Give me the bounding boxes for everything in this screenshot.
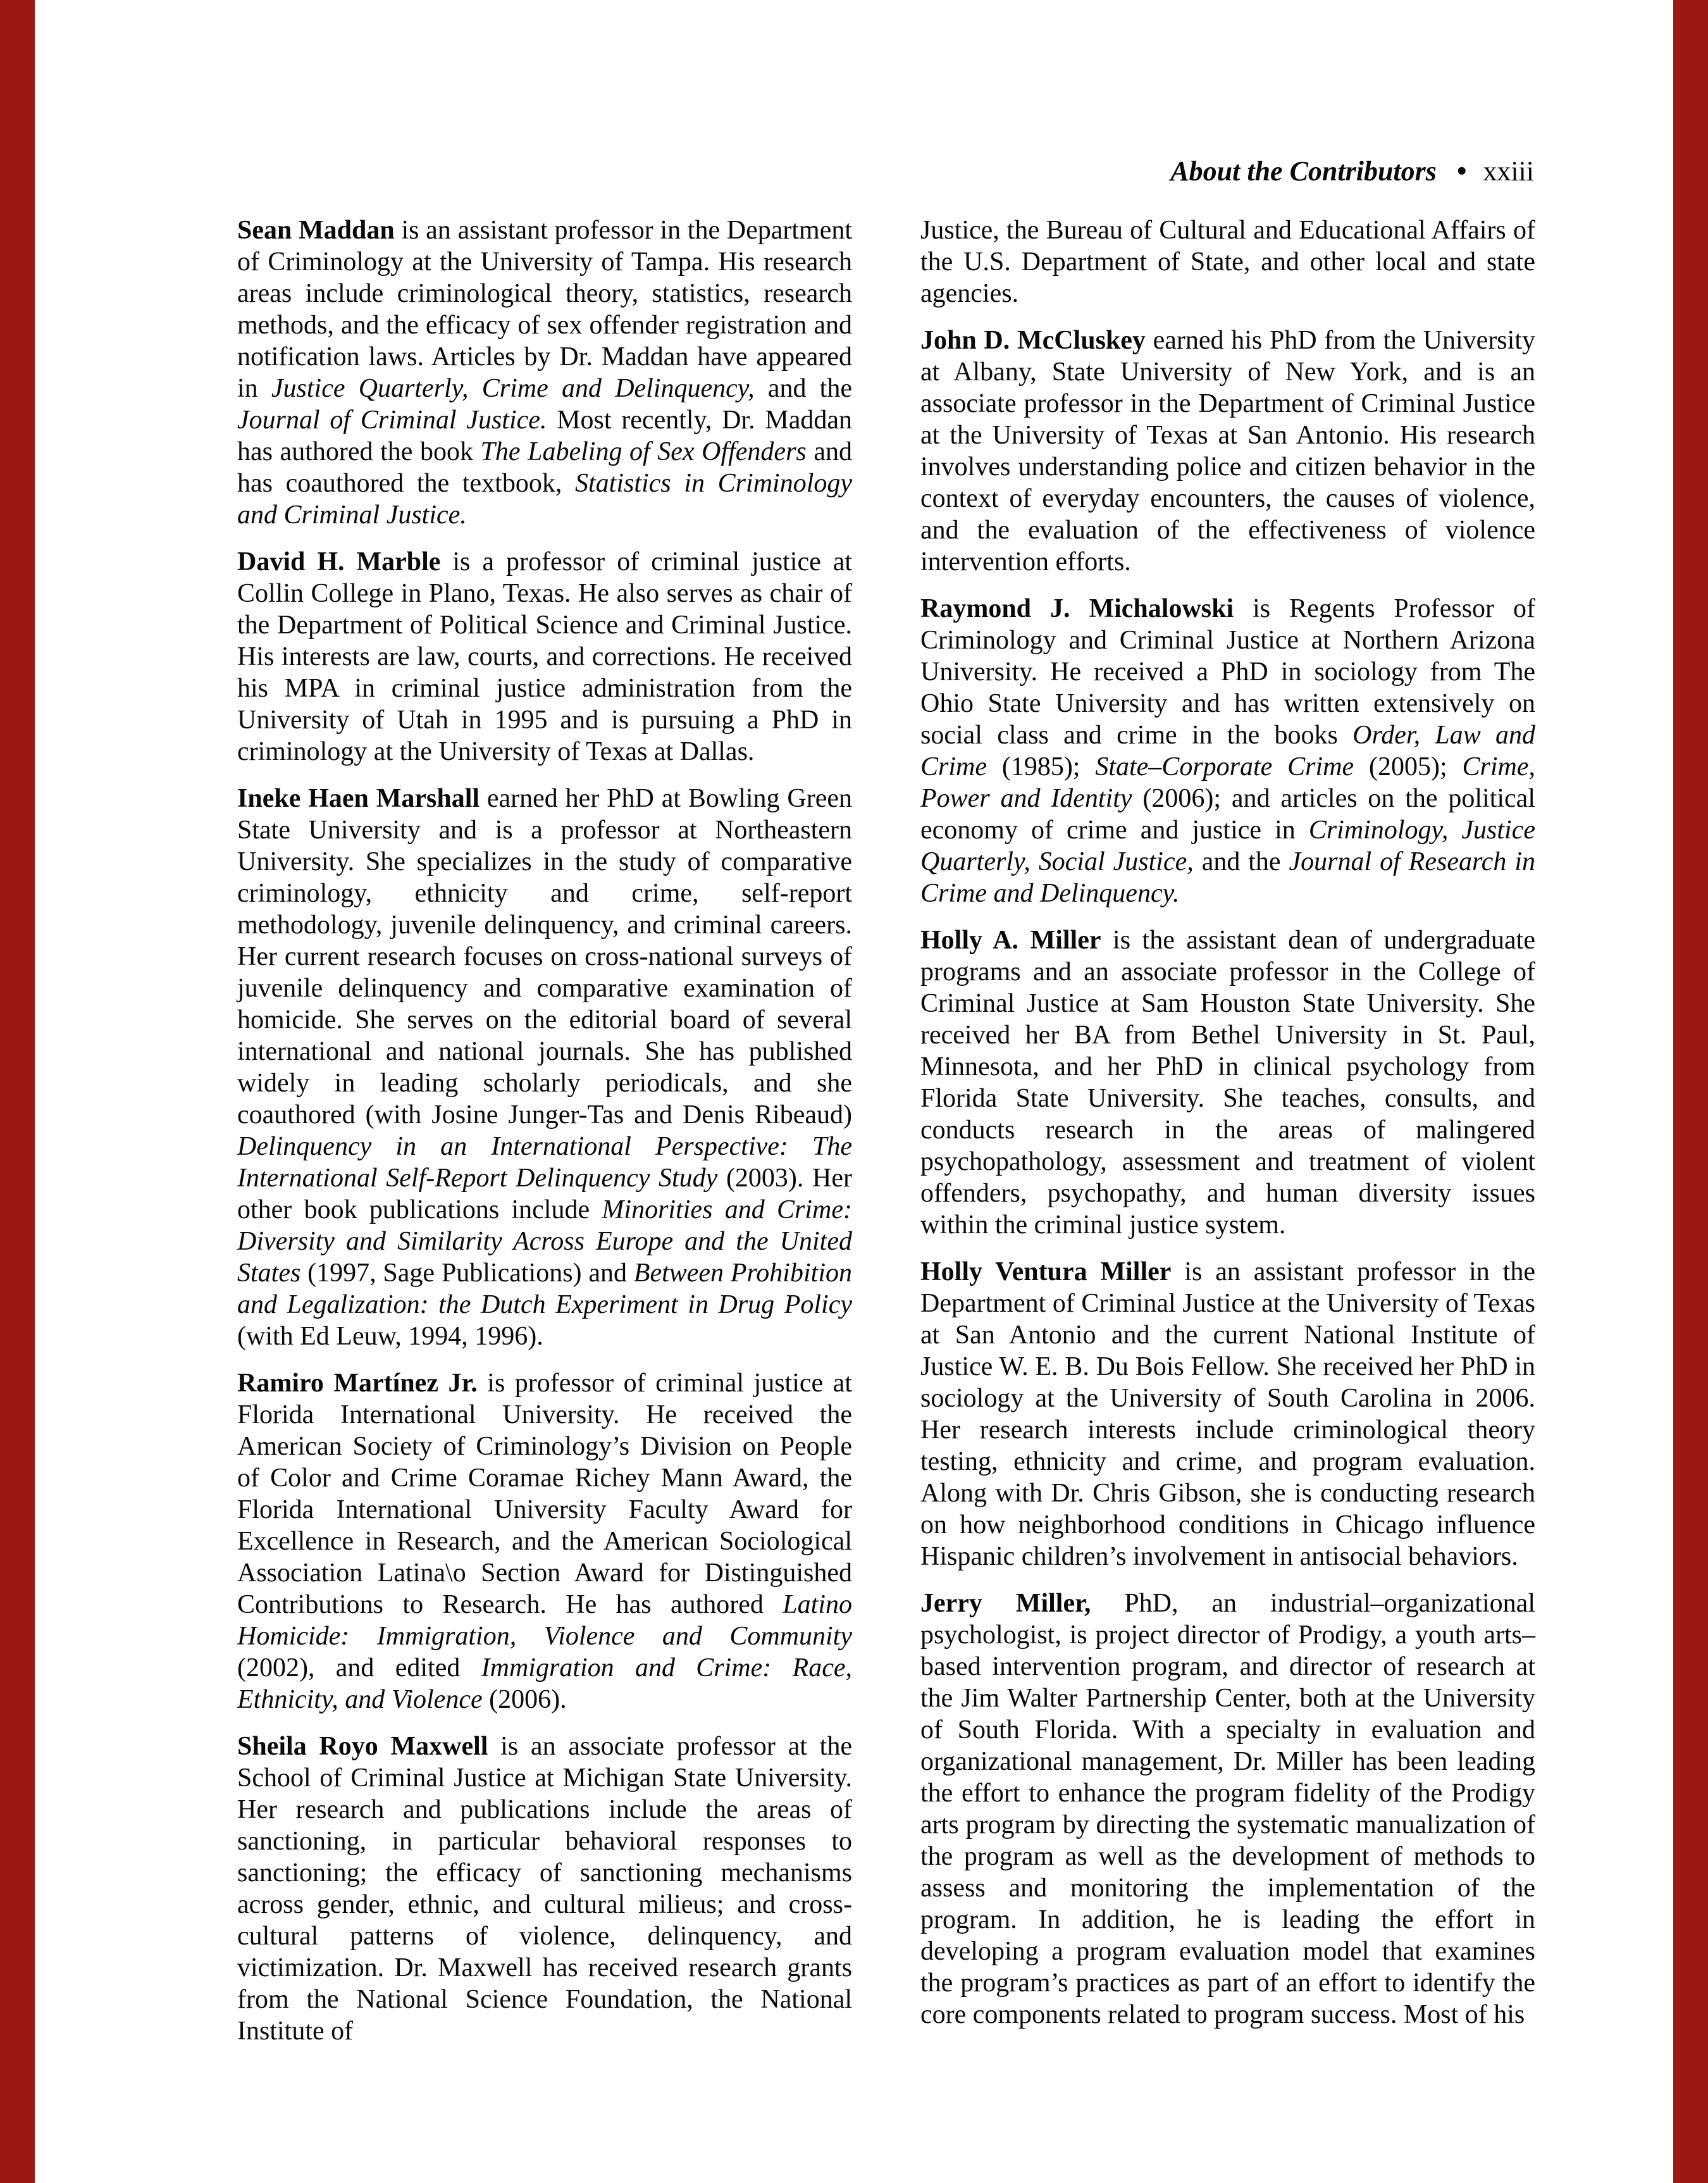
contributor-name: David H. Marble — [237, 547, 441, 576]
bio-text: (1997, Sage Publications) and — [300, 1259, 634, 1288]
bio-text: is an assistant professor in the Department of Criminology at the University of Tampa. His research areas include criminological theory, statistics, research methods, and the efficacy of sex offender registration and notification laws. Articles by Dr. Maddan have appeared in — [237, 216, 853, 403]
bio-paragraph — [237, 546, 852, 768]
running-header — [1170, 153, 1534, 189]
bio-text: and the — [1193, 847, 1289, 876]
bio-text: is the assistant dean of undergraduate programs and an associate professor in the College of Criminal Justice at Sam Houston State University. She received her BA from Bethel University in St. Paul, Minnesota, and her PhD in clinical psychology from Florida State University. She teaches, consults, and conducts research in the areas of malingered psychopathology, assessment and treatment of violent offenders, psychopathy, and human diversity issues within the criminal justice system. — [920, 926, 1535, 1240]
work-title: Between Prohibition and Legalization: the Dutch Experiment in Drug Policy — [237, 1259, 852, 1319]
running-head-title: About the Contributors — [1170, 156, 1437, 187]
work-title: Journal of Research in Crime and Delinquency. — [920, 847, 1535, 908]
bio-paragraph — [920, 325, 1535, 578]
bio-paragraph — [237, 783, 852, 1352]
work-title: Latino Homicide: Immigration, Violence and Community — [237, 1590, 852, 1651]
bullet-separator-icon: • — [1456, 153, 1468, 189]
bio-text: is a professor of criminal justice at Collin College in Plano, Texas. He also serves as chair of the Department of Political Science and Criminal Justice. His interests are law, courts, and corrections. He received his MPA in criminal justice administration from the University of Utah in 1995 and is pursuing a PhD in criminology at the University of Texas at Dallas. — [237, 547, 853, 766]
work-title: Journal of Criminal Justice. — [237, 406, 547, 435]
two-column-text — [237, 215, 1535, 2047]
bio-paragraph — [920, 1588, 1535, 2031]
bio-text: (2002), and edited — [237, 1653, 481, 1682]
work-title: The Labeling of Sex Offenders — [480, 437, 807, 466]
bio-text: is professor of criminal justice at Florida International University. He received the American Society of Criminology’s Division on People of Color and Crime Coramae Richey Mann Award, the Florida International University Faculty Award for Excellence in Research, and the American Sociological Association Latina\o Section Award for Distinguished Contributions to Research. He has authored — [237, 1369, 852, 1619]
work-title: Statistics in Criminology and Criminal Justice. — [237, 469, 853, 530]
work-title: Delinquency in an International Perspective: The International Self-Report Delinquency Study — [237, 1132, 852, 1193]
work-title: Minorities and Crime: Diversity and Similarity Across Europe and the United States — [237, 1195, 852, 1288]
contributor-name: Jerry Miller, — [920, 1589, 1091, 1618]
work-title: Immigration and Crime: Race, Ethnicity, and Violence — [237, 1653, 852, 1714]
contributor-name: Holly A. Miller — [920, 926, 1101, 955]
contributor-name: Sheila Royo Maxwell — [237, 1732, 488, 1761]
page-number: xxiii — [1483, 156, 1534, 187]
bio-text: earned his PhD from the University at Albany, State University of New York, and is an associate professor in the Department of Criminal Justice at the University of Texas at San Antonio. His research involves understanding police and citizen behavior in the context of everyday encounters, the causes of violence, and the evaluation of the effectiveness of violence intervention efforts. — [920, 326, 1535, 576]
bio-text: (1985); — [987, 752, 1096, 781]
contributor-name: Holly Ventura Miller — [920, 1257, 1172, 1286]
bio-paragraph — [920, 1256, 1535, 1572]
bio-text: is Regents Professor of Criminology and Criminal Justice at Northern Arizona University. He received a PhD in sociology from The Ohio State University and has written extensively on social class and crime in the books — [920, 594, 1535, 750]
work-title: Criminology, Justice Quarterly, Social Justice, — [920, 816, 1535, 876]
bio-text: is an associate professor at the School of Criminal Justice at Michigan State University. Her research and publications include the areas of sanctioning, in particular behavioral responses to sanctioning; the efficacy of sanctioning mechanisms across gender, ethnic, and cultural milieus; and cross-cultural patterns of violence, delinquency, and victimization. Dr. Maxwell has received research grants from the National Science Foundation, the National Institute of — [237, 1732, 852, 2046]
bio-paragraph — [920, 593, 1535, 909]
bio-text: Justice, the Bureau of Cultural and Educational Affairs of the U.S. Department of State, and other local and state agencies. — [920, 216, 1535, 308]
bio-text: (2003). Her other book publications include — [237, 1164, 852, 1224]
work-title: State–Corporate Crime — [1095, 752, 1354, 781]
work-title: Justice Quarterly, Crime and Delinquency, — [271, 374, 755, 403]
bio-text: and the — [754, 374, 852, 403]
bio-text: (2005); — [1354, 752, 1463, 781]
left-edge-bar — [0, 0, 35, 2183]
bio-text: and has coauthored the textbook, — [237, 437, 852, 498]
bio-text: earned her PhD at Bowling Green State University and is a professor at Northeastern University. She specializes in the study of comparative criminology, ethnicity and crime, self-report methodology, juvenile delinquency, and criminal careers. Her current research focuses on cross-national surveys of juvenile delinquency and comparative examination of homicide. She serves on the editorial board of several international and national journals. She has published widely in leading scholarly periodicals, and she coauthored (with Josine Junger-Tas and Denis Ribeaud) — [237, 784, 852, 1129]
right-edge-bar — [1673, 0, 1708, 2183]
bio-text: PhD, an industrial–organizational psychologist, is project director of Prodigy, a youth arts–based intervention program, and director of research at the Jim Walter Partnership Center, both at the University of South Florida. With a specialty in evaluation and organizational management, Dr. Miller has been leading the effort to enhance the program fidelity of the Prodigy arts program by directing the systematic manualization of the program as well as the development of methods to assess and monitoring the implementation of the program. In addition, he is leading the effort in developing a program evaluation model that examines the program’s practices as part of an effort to identify the core components related to program success. Most of his — [920, 1589, 1535, 2029]
column-left — [237, 215, 852, 2047]
bio-paragraph — [237, 215, 852, 531]
bio-text: (2006); and articles on the political economy of crime and justice in — [920, 784, 1535, 845]
bio-text: Most recently, Dr. Maddan has authored the book — [237, 406, 852, 466]
contributor-name: Ramiro Martínez Jr. — [237, 1369, 478, 1398]
contributor-name: John D. McCluskey — [920, 326, 1146, 355]
bio-paragraph — [237, 1731, 852, 2047]
bio-paragraph — [920, 924, 1535, 1241]
bio-paragraph — [237, 1367, 852, 1715]
work-title: Order, Law and Crime — [920, 721, 1535, 781]
column-right — [920, 215, 1535, 2047]
bio-text: (2006). — [482, 1685, 567, 1714]
bio-text: is an assistant professor in the Department of Criminal Justice at the University of Texas at San Antonio and the current National Institute of Justice W. E. B. Du Bois Fellow. She received her PhD in sociology at the University of South Carolina in 2006. Her research interests include criminological theory testing, ethnicity and crime, and program evaluation. Along with Dr. Chris Gibson, she is conducting research on how neighborhood conditions in Chicago influence Hispanic children’s involvement in antisocial behaviors. — [920, 1257, 1535, 1571]
bio-text: (with Ed Leuw, 1994, 1996). — [237, 1322, 543, 1351]
work-title: Crime, Power and Identity — [920, 752, 1535, 813]
bio-paragraph — [920, 215, 1535, 309]
contributor-name: Ineke Haen Marshall — [237, 784, 480, 813]
contributor-name: Sean Maddan — [237, 216, 395, 245]
contributor-name: Raymond J. Michalowski — [920, 594, 1234, 623]
